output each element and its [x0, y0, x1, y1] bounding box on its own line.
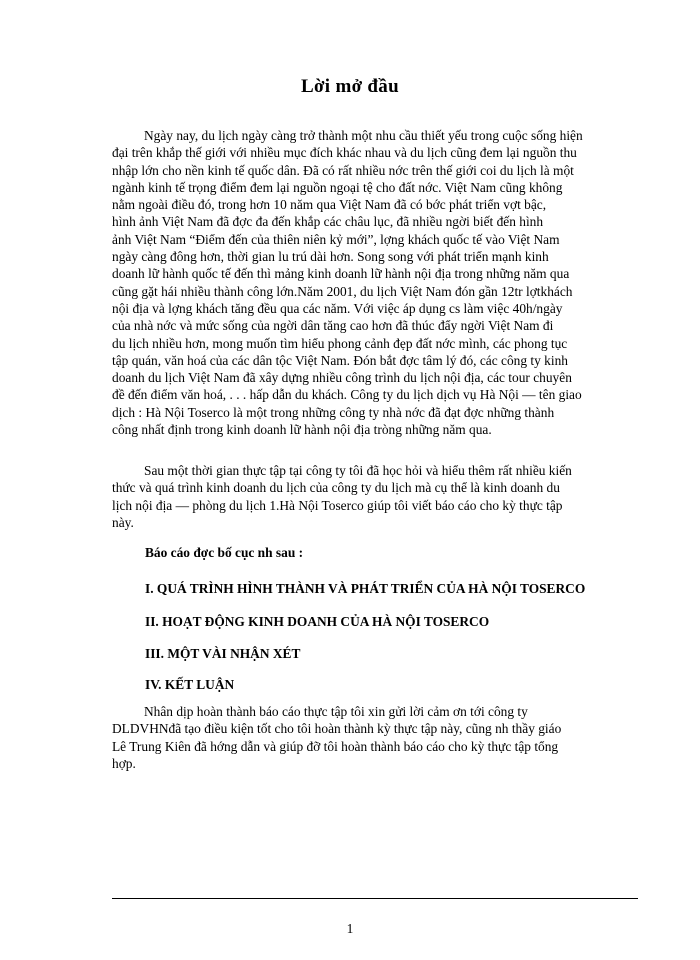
paragraph-line: nội địa và lợng khách tăng đều qua các năm. Với việc áp dụng cs làm việc 40h/ngày	[112, 300, 563, 316]
paragraph-line: hợp.	[112, 755, 136, 771]
page-number: 1	[346, 921, 354, 936]
section-heading-3: III. MỘT VÀI NHẬN XÉT	[145, 646, 301, 661]
paragraph-line: nhập lớn cho nền kinh tế quốc dân. Đã có rất nhiều nớc trên thế giới coi du lịch là một	[112, 162, 574, 178]
paragraph-line: này.	[112, 514, 134, 530]
paragraph-line: dịch : Hà Nội Toserco là một trong những công ty nhà nớc đã đạt đợc những thành	[112, 404, 555, 420]
section-heading-2: II. HOẠT ĐỘNG KINH DOANH CỦA HÀ NỘI TOSERCO	[145, 614, 490, 629]
page-title: Lời mở đầu	[301, 76, 399, 97]
paragraph-line: đề đến điểm văn hoá, . . . hấp dẫn du khách. Công ty du lịch dịch vụ Hà Nội — tên giao	[112, 387, 582, 403]
paragraph-line: nằm ngoài điều đó, trong hơn 10 năm qua Việt Nam đã có bớc phát triển vợt bậc,	[112, 197, 547, 213]
paragraph-line: doanh du lịch Việt Nam đã xây dựng nhiều công trình du lịch nội địa, các tour chuyên	[112, 370, 572, 386]
paragraph-line: Sau một thời gian thực tập tại công ty tôi đã học hỏi và hiểu thêm rất nhiều kiến	[144, 463, 572, 478]
paragraph-line: tập quán, văn hoá của các dân tộc Việt Nam. Đón bắt đợc tâm lý đó, các công ty kinh	[112, 352, 568, 368]
paragraph-line: doanh lữ hành quốc tế đến thì mảng kinh doanh lữ hành nội địa trong những năm qua	[112, 266, 570, 282]
paragraph-line: DLDVHNđã tạo điều kiện tốt cho tôi hoàn thành kỳ thực tập này, cũng nh thầy giáo	[112, 721, 562, 737]
paragraph-line: lịch nội địa — phòng du lịch 1.Hà Nội Toserco giúp tôi viết báo cáo cho kỳ thực tập	[112, 497, 563, 513]
outline-heading: Báo cáo đợc bố cục nh sau :	[145, 545, 304, 560]
paragraph-line: của nhà nớc và mức sống của ngời dân tăng cao hơn đã thúc đẩy ngời Việt Nam đi	[112, 318, 554, 334]
paragraph-line: Nhân dịp hoàn thành báo cáo thực tập tôi xin gửi lời cảm ơn tới công ty	[144, 704, 528, 719]
paragraph-line: ngành kinh tế trọng điểm đem lại nguồn ngoại tệ cho đất nớc. Việt Nam cũng không	[112, 179, 563, 195]
paragraph-line: công nhất định trong kinh doanh lữ hành nội địa tròng những năm qua.	[112, 422, 492, 438]
paragraph-line: hình ảnh Việt Nam đã đợc đa đến khắp các châu lục, đã nhiều ngời biết đến hình	[112, 214, 544, 230]
purpose-paragraph	[112, 462, 638, 531]
paragraph-line: Lê Trung Kiên đã hớng dẫn và giúp đỡ tôi hoàn thành báo cáo cho kỳ thực tập tổng	[112, 738, 559, 754]
paragraph-line: ngày càng đông hơn, thời gian lu trú dài hơn. Song song với phát triển mạnh kinh	[112, 249, 549, 265]
thanks-paragraph	[112, 703, 638, 772]
paragraph-line: Ngày nay, du lịch ngày càng trở thành một nhu cầu thiết yếu trong cuộc sống hiện	[144, 128, 583, 143]
section-heading-1: I. QUÁ TRÌNH HÌNH THÀNH VÀ PHÁT TRIỂN CỦA HÀ NỘI TOSERCO	[145, 581, 586, 596]
paragraph-line: du lịch nhiều hơn, mong muốn tìm hiểu phong cảnh đẹp đất nớc mình, các phong tục	[112, 335, 568, 351]
intro-paragraph	[112, 127, 638, 438]
paragraph-line: ảnh Việt Nam “Điểm đến của thiên niên kỷ mới”, lợng khách quốc tế vào Việt Nam	[112, 231, 560, 247]
paragraph-line: cũng gặt hái nhiều thành công lớn.Năm 2001, du lịch Việt Nam đón gần 12tr lợtkhách	[112, 283, 573, 299]
section-heading-4: IV. KẾT LUẬN	[145, 677, 235, 692]
paragraph-line: đại trên khắp thế giới với nhiều mục đích khác nhau và du lịch cũng đem lại nguồn thu	[112, 145, 577, 161]
paragraph-line: thức và quá trình kinh doanh du lịch của công ty du lịch mà cụ thể là kinh doanh du	[112, 480, 560, 496]
footer-divider	[112, 898, 638, 899]
